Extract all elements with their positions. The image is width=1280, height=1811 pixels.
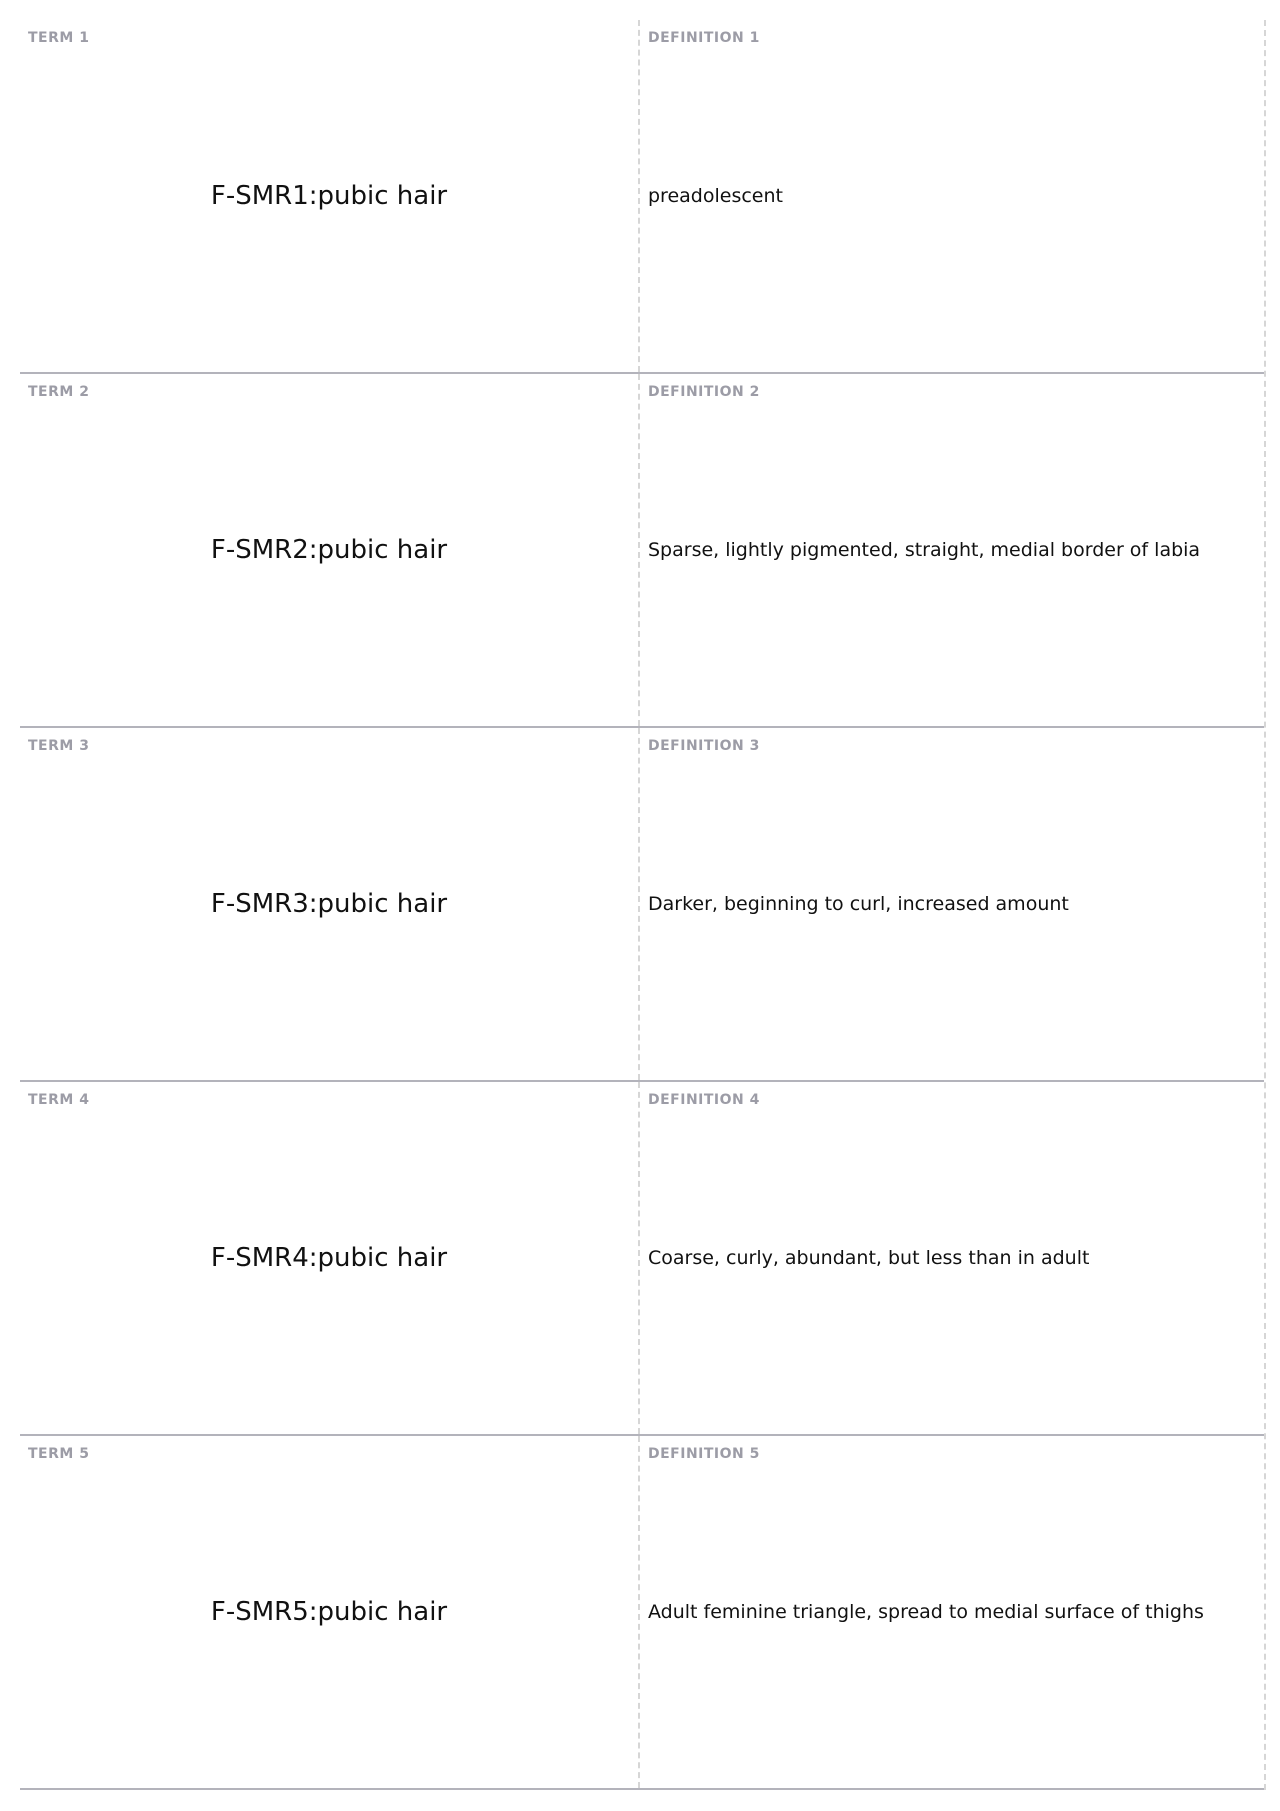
definition-text: preadolescent — [648, 185, 783, 207]
flashcard-row — [20, 374, 1264, 728]
term-label: TERM 1 — [28, 30, 90, 46]
term-text: F-SMR5:pubic hair — [210, 1597, 448, 1627]
term-label: TERM 2 — [28, 384, 90, 400]
term-cell — [20, 374, 640, 726]
term-cell — [20, 728, 640, 1080]
definition-label: DEFINITION 5 — [648, 1446, 760, 1462]
term-text: F-SMR4:pubic hair — [210, 1243, 448, 1273]
term-cell — [20, 20, 640, 372]
term-label: TERM 4 — [28, 1092, 90, 1108]
definition-cell — [640, 1436, 1264, 1788]
flashcard-sheet — [20, 20, 1266, 1790]
flashcard-row — [20, 728, 1264, 1082]
definition-label: DEFINITION 1 — [648, 30, 760, 46]
definition-cell — [640, 1082, 1264, 1434]
term-text: F-SMR3:pubic hair — [210, 889, 448, 919]
flashcard-row — [20, 1436, 1264, 1790]
definition-text: Adult feminine triangle, spread to medial surface of thighs — [648, 1601, 1204, 1623]
definition-text: Darker, beginning to curl, increased amount — [648, 893, 1069, 915]
term-label: TERM 5 — [28, 1446, 90, 1462]
term-label: TERM 3 — [28, 738, 90, 754]
definition-cell — [640, 374, 1264, 726]
definition-label: DEFINITION 3 — [648, 738, 760, 754]
definition-label: DEFINITION 2 — [648, 384, 760, 400]
term-cell — [20, 1082, 640, 1434]
definition-text: Coarse, curly, abundant, but less than in adult — [648, 1247, 1090, 1269]
flashcard-row — [20, 20, 1264, 374]
definition-cell — [640, 20, 1264, 372]
term-text: F-SMR2:pubic hair — [210, 535, 448, 565]
definition-cell — [640, 728, 1264, 1080]
definition-text: Sparse, lightly pigmented, straight, medial border of labia — [648, 539, 1201, 561]
term-cell — [20, 1436, 640, 1788]
flashcard-row — [20, 1082, 1264, 1436]
term-text: F-SMR1:pubic hair — [210, 181, 448, 211]
definition-label: DEFINITION 4 — [648, 1092, 760, 1108]
